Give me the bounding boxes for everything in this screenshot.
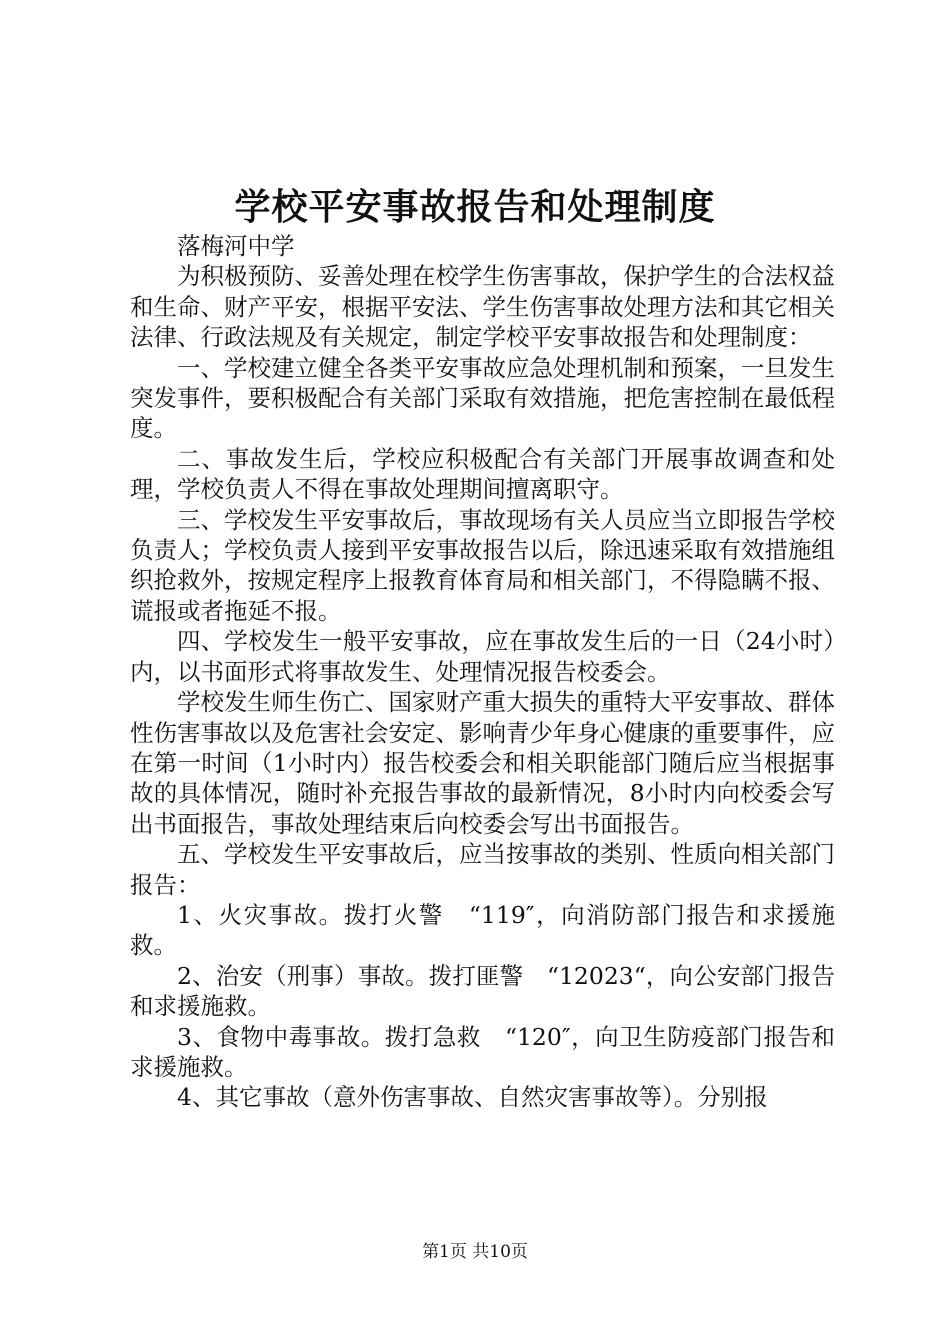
page-number: 第1页 共10页: [422, 1242, 528, 1262]
paragraph-clause-3: 三、学校发生平安事故后，事故现场有关人员应当立即报告学校负责人；学校负责人接到平安事故报告以后，除迅速采取有效措施组织抢救外，按规定程序上报教育体育局和相关部门，不得隐瞒不报、谎报或者拖延不报。: [130, 505, 835, 625]
list-item-other: 4、其它事故（意外伤害事故、自然灾害事故等）。分别报: [177, 1083, 768, 1112]
document-body: [130, 231, 835, 1113]
document-title: 学校平安事故报告和处理制度: [234, 186, 716, 228]
paragraph-clause-4: 四、学校发生一般平安事故，应在事故发生后的一日（24小时）内，以书面形式将事故发生、处理情况报告校委会。: [130, 627, 835, 686]
paragraph-clause-5: 五、学校发生平安事故后，应当按事故的类别、性质向相关部门报告：: [130, 840, 835, 899]
paragraph-intro: 为积极预防、妥善处理在校学生伤害事故，保护学生的合法权益和生命、财产平安，根据平安法、学生伤害事故处理方法和其它相关法律、行政法规及有关规定，制定学校平安事故报告和处理制度：: [130, 262, 835, 352]
paragraph-clause-2: 二、事故发生后，学校应积极配合有关部门开展事故调查和处理，学校负责人不得在事故处理期间擅离职守。: [130, 444, 835, 504]
list-item-security: 2、治安（刑事）事故。拨打匪警 “12023“，向公安部门报告和求援施救。: [130, 961, 835, 1021]
paragraph-clause-4-detail: 学校发生师生伤亡、国家财产重大损失的重特大平安事故、群体性伤害事故以及危害社会安定、影响青少年身心健康的重要事件，应在第一时间（1小时内）报告校委会和相关职能部门随后应当根据事故的具体情况，随时补充报告事故的最新情况，8小时内向校委会写出书面报告，事故处理结束后向校委会写出书面报告。: [130, 688, 835, 838]
list-item-fire: 1、火灾事故。拨打火警 “119″，向消防部门报告和求援施救。: [130, 900, 835, 960]
paragraph-clause-1: 一、学校建立健全各类平安事故应急处理机制和预案，一旦发生突发事件，要积极配合有关部门采取有效措施，把危害控制在最低程度。: [130, 353, 835, 443]
author-line: 落梅河中学: [177, 232, 295, 260]
list-item-food-poisoning: 3、食物中毒事故。拨打急救 “120″，向卫生防疫部门报告和求援施救。: [130, 1022, 835, 1081]
